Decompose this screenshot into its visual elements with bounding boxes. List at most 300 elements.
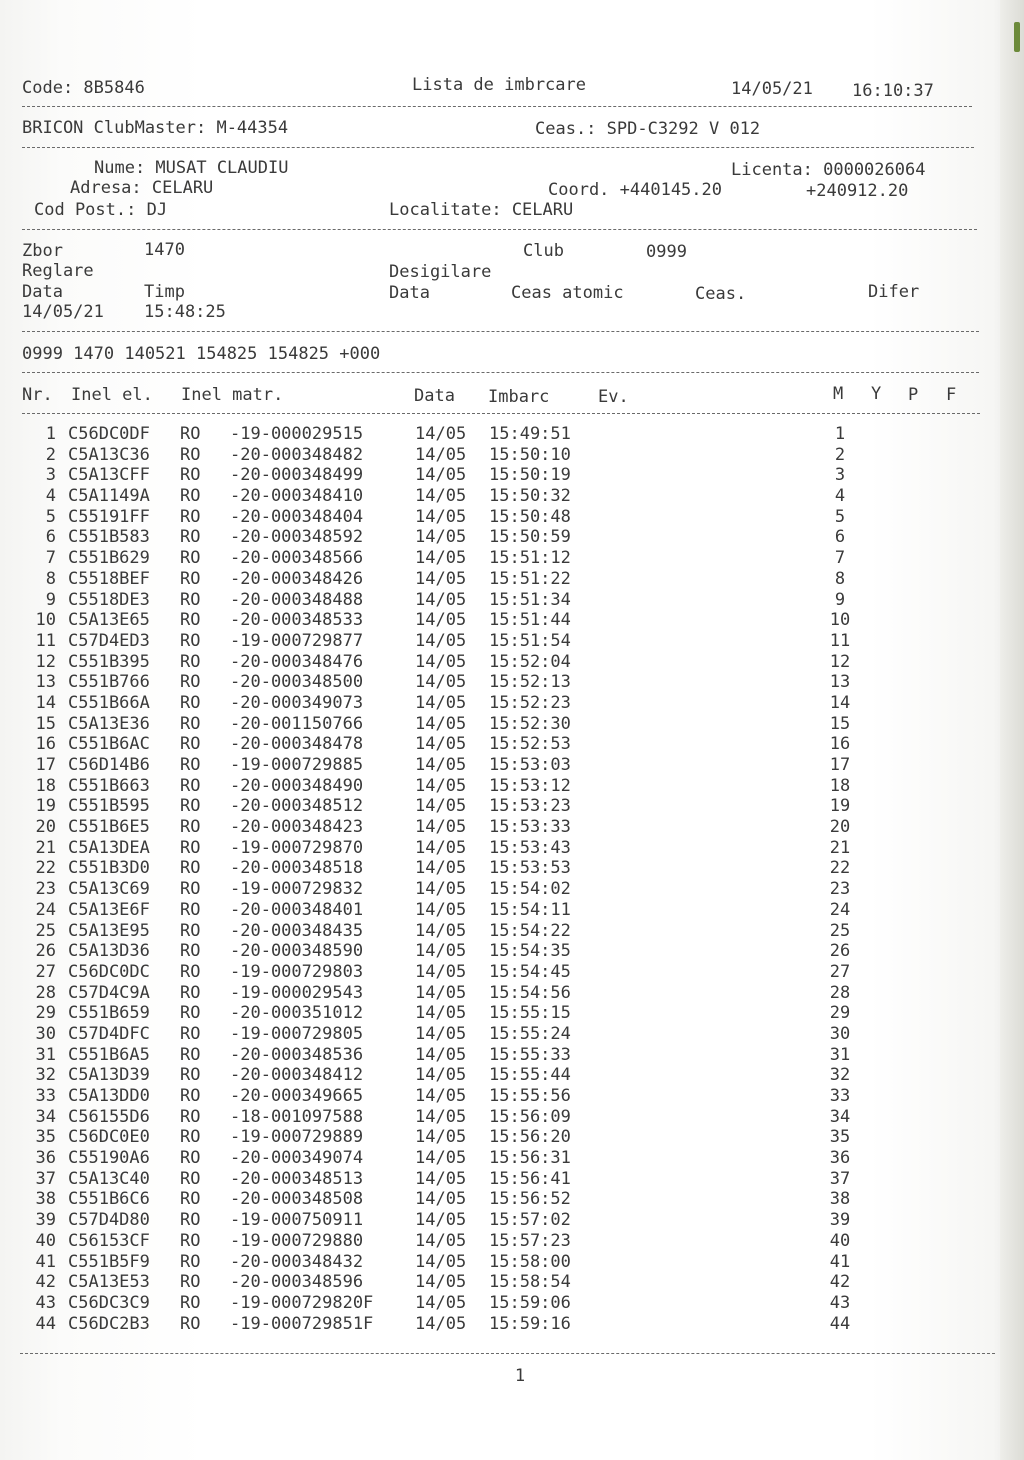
ring-number: -20-000348404 [230, 506, 364, 527]
basketing-time: 15:54:22 [489, 920, 571, 941]
country-code: RO [180, 506, 201, 527]
clock-column-label: Ceas. [695, 284, 747, 304]
row-m-value: 21 [829, 837, 851, 858]
row-number: 5 [45, 506, 56, 527]
table-row [0, 983, 1000, 1004]
page-edge-mark [1014, 22, 1020, 52]
ring-number: -20-000348426 [230, 568, 364, 589]
ring-number: -20-000348512 [230, 796, 364, 817]
ring-number: -19-000729870 [230, 837, 364, 858]
electronic-ring: C5518BEF [68, 568, 150, 589]
basketing-date: 14/05 [415, 1148, 467, 1169]
basketing-time: 15:51:44 [489, 610, 571, 631]
table-row [0, 1272, 1000, 1293]
row-number: 26 [35, 941, 56, 962]
country-code: RO [180, 858, 201, 879]
row-m-value: 18 [829, 775, 851, 796]
ring-number: -20-000348536 [230, 1044, 364, 1065]
basketing-time: 15:56:31 [489, 1148, 571, 1169]
ring-number: -20-000349665 [230, 1086, 364, 1106]
basketing-time: 15:59:16 [489, 1313, 571, 1334]
electronic-ring: C5A13E6F [68, 899, 150, 920]
row-number: 19 [35, 796, 56, 817]
table-row [0, 921, 1000, 942]
row-m-value: 33 [829, 1086, 851, 1106]
basketing-time: 15:55:24 [489, 1023, 571, 1044]
country-code: RO [180, 1189, 201, 1210]
electronic-ring: C5A13C69 [68, 879, 150, 900]
row-number: 34 [35, 1106, 56, 1127]
country-code: RO [180, 568, 201, 589]
table-row [0, 610, 1000, 631]
basketing-date: 14/05 [415, 548, 467, 569]
divider [22, 229, 977, 230]
basketing-time: 15:52:23 [489, 692, 571, 713]
ring-number: -20-000348566 [230, 548, 364, 569]
country-code: RO [180, 1127, 201, 1148]
row-number: 35 [35, 1127, 56, 1148]
basketing-date: 14/05 [415, 1251, 467, 1272]
row-number: 38 [35, 1189, 56, 1210]
row-m-value: 14 [829, 692, 851, 713]
country-code: RO [180, 920, 201, 941]
basketing-date: 14/05 [415, 713, 467, 734]
license-number: Licenta: 0000026064 [731, 160, 926, 180]
basketing-time: 15:51:12 [489, 548, 571, 569]
row-m-value: 2 [834, 444, 846, 465]
table-row [0, 548, 1000, 569]
row-m-value: 8 [834, 568, 846, 589]
basketing-date: 14/05 [415, 796, 467, 817]
reglare-label: Reglare [22, 261, 94, 281]
electronic-ring: C56155D6 [68, 1106, 150, 1127]
basketing-date: 14/05 [415, 1272, 467, 1293]
table-row [0, 838, 1000, 859]
electronic-ring: C551B66A [68, 692, 150, 713]
basketing-time: 15:50:10 [489, 444, 571, 465]
basketing-date: 14/05 [415, 527, 467, 548]
electronic-ring: C55190A6 [68, 1148, 150, 1169]
basketing-date: 14/05 [415, 506, 467, 527]
table-row [0, 1189, 1000, 1210]
setting-time: 15:48:25 [144, 302, 226, 322]
row-m-value: 13 [829, 672, 851, 693]
row-m-value: 39 [829, 1210, 851, 1231]
basketing-time: 15:59:06 [489, 1292, 571, 1313]
row-number: 23 [35, 879, 56, 900]
electronic-ring: C551B6AC [68, 734, 150, 755]
divider [22, 372, 979, 373]
row-number: 20 [35, 817, 56, 838]
table-row [0, 693, 1000, 714]
table-row [0, 507, 1000, 528]
basketing-date: 14/05 [415, 1086, 467, 1106]
row-m-value: 38 [829, 1189, 851, 1210]
electronic-ring: C5A13E95 [68, 920, 150, 941]
table-row [0, 1003, 1000, 1024]
electronic-ring: C551B5F9 [68, 1251, 150, 1272]
basketing-date: 14/05 [415, 568, 467, 589]
row-number: 40 [35, 1230, 56, 1251]
electronic-ring: C5A13C40 [68, 1168, 150, 1189]
row-m-value: 43 [829, 1292, 851, 1313]
electronic-ring: C56DC2B3 [68, 1313, 150, 1334]
table-row [0, 569, 1000, 590]
row-number: 21 [35, 837, 56, 858]
ring-number: -19-000029543 [230, 982, 364, 1003]
table-row [0, 1293, 1000, 1314]
row-number: 10 [35, 610, 56, 631]
ring-number: -19-000729885 [230, 755, 364, 775]
basketing-date: 14/05 [415, 899, 467, 920]
ring-number: -20-000351012 [230, 1003, 364, 1024]
basketing-time: 15:53:53 [489, 858, 571, 879]
row-number: 16 [35, 734, 56, 755]
country-code: RO [180, 1086, 201, 1106]
table-row [0, 1024, 1000, 1045]
basketing-time: 15:57:23 [489, 1230, 571, 1251]
row-number: 42 [35, 1272, 56, 1293]
col-data: Data [414, 386, 455, 406]
row-number: 12 [35, 651, 56, 672]
basketing-date: 14/05 [415, 424, 467, 444]
country-code: RO [180, 1230, 201, 1251]
electronic-ring: C551B766 [68, 672, 150, 693]
basketing-date: 14/05 [415, 734, 467, 755]
ring-number: -20-000348499 [230, 465, 364, 486]
electronic-ring: C5A1149A [68, 486, 150, 507]
basketing-date: 14/05 [415, 755, 467, 775]
page-edge [1000, 0, 1024, 1460]
row-m-value: 28 [829, 982, 851, 1003]
basketing-time: 15:56:09 [489, 1106, 571, 1127]
row-number: 25 [35, 920, 56, 941]
electronic-ring: C57D4ED3 [68, 630, 150, 651]
row-m-value: 40 [829, 1230, 851, 1251]
basketing-date: 14/05 [415, 465, 467, 486]
electronic-ring: C551B629 [68, 548, 150, 569]
basketing-date: 14/05 [415, 444, 467, 465]
row-m-value: 5 [834, 506, 846, 527]
ring-number: -19-000729877 [230, 630, 364, 651]
country-code: RO [180, 899, 201, 920]
row-number: 24 [35, 899, 56, 920]
basketing-time: 15:53:43 [489, 837, 571, 858]
locality: Localitate: CELARU [389, 200, 574, 220]
basketing-date: 14/05 [415, 1003, 467, 1024]
row-m-value: 30 [829, 1023, 851, 1044]
ring-number: -19-000729832 [230, 879, 364, 900]
electronic-ring: C56D14B6 [68, 755, 150, 775]
postal-code: Cod Post.: DJ [34, 200, 168, 220]
row-number: 14 [35, 692, 56, 713]
basketing-time: 15:53:12 [489, 775, 571, 796]
basketing-date: 14/05 [415, 1044, 467, 1065]
row-m-value: 11 [829, 630, 851, 651]
table-row [0, 445, 1000, 466]
basketing-time: 15:50:19 [489, 465, 571, 486]
basketing-date: 14/05 [415, 858, 467, 879]
table-row [0, 858, 1000, 879]
basketing-time: 15:55:44 [489, 1065, 571, 1086]
basketing-time: 15:51:34 [489, 589, 571, 610]
basketing-time: 15:51:54 [489, 630, 571, 651]
table-row [0, 1127, 1000, 1148]
divider [22, 106, 972, 107]
basketing-date: 14/05 [415, 941, 467, 962]
country-code: RO [180, 961, 201, 982]
basketing-date: 14/05 [415, 920, 467, 941]
table-row [0, 817, 1000, 838]
flight-label: Zbor [22, 241, 63, 261]
country-code: RO [180, 1148, 201, 1169]
ring-number: -20-000348478 [230, 734, 364, 755]
clubmaster-label: BRICON ClubMaster: M-44354 [22, 118, 289, 138]
print-time: 16:10:37 [852, 81, 934, 101]
col-inel-matr: Inel matr. [181, 385, 284, 405]
table-row [0, 962, 1000, 983]
table-row [0, 652, 1000, 673]
electronic-ring: C5A13CFF [68, 465, 150, 486]
row-m-value: 34 [829, 1106, 851, 1127]
desigilare-label: Desigilare [389, 262, 492, 282]
electronic-ring: C56DC0DF [68, 424, 150, 444]
row-number: 8 [45, 568, 56, 589]
ring-number: -20-000348590 [230, 941, 364, 962]
row-number: 13 [35, 672, 56, 693]
row-number: 11 [35, 630, 56, 651]
row-m-value: 37 [829, 1168, 851, 1189]
basketing-time: 15:56:52 [489, 1189, 571, 1210]
ring-number: -20-000348432 [230, 1251, 364, 1272]
table-row [0, 486, 1000, 507]
row-number: 37 [35, 1168, 56, 1189]
country-code: RO [180, 734, 201, 755]
country-code: RO [180, 1313, 201, 1334]
country-code: RO [180, 837, 201, 858]
country-code: RO [180, 1168, 201, 1189]
basketing-time: 15:54:56 [489, 982, 571, 1003]
basketing-date: 14/05 [415, 589, 467, 610]
row-m-value: 7 [834, 548, 846, 569]
table-row [0, 1231, 1000, 1252]
electronic-ring: C551B6C6 [68, 1189, 150, 1210]
electronic-ring: C56153CF [68, 1230, 150, 1251]
difference-label: Difer [868, 282, 920, 302]
electronic-ring: C551B583 [68, 527, 150, 548]
country-code: RO [180, 444, 201, 465]
coordinates-lon: +240912.20 [806, 181, 909, 201]
basketing-time: 15:54:45 [489, 961, 571, 982]
electronic-ring: C5A13D36 [68, 941, 150, 962]
ring-number: -20-000348476 [230, 651, 364, 672]
row-number: 1 [45, 424, 56, 444]
divider [22, 413, 980, 414]
row-number: 6 [45, 527, 56, 548]
row-m-value: 12 [829, 651, 851, 672]
electronic-ring: C551B395 [68, 651, 150, 672]
country-code: RO [180, 755, 201, 775]
basketing-time: 15:49:51 [489, 424, 571, 444]
row-m-value: 26 [829, 941, 851, 962]
ring-number: -20-000348401 [230, 899, 364, 920]
electronic-ring: C551B3D0 [68, 858, 150, 879]
print-date: 14/05/21 [731, 79, 813, 99]
table-row [0, 1314, 1000, 1335]
country-code: RO [180, 817, 201, 838]
electronic-ring: C56DC3C9 [68, 1292, 150, 1313]
basketing-time: 15:58:00 [489, 1251, 571, 1272]
electronic-ring: C551B663 [68, 775, 150, 796]
page-number: 1 [514, 1366, 526, 1386]
row-m-value: 16 [829, 734, 851, 755]
basketing-time: 15:52:53 [489, 734, 571, 755]
country-code: RO [180, 1023, 201, 1044]
col-imbarc: Imbarc [488, 387, 550, 407]
row-number: 7 [45, 548, 56, 569]
row-m-value: 27 [829, 961, 851, 982]
basketing-time: 15:52:13 [489, 672, 571, 693]
ring-number: -18-001097588 [230, 1106, 364, 1127]
electronic-ring: C55191FF [68, 506, 150, 527]
row-number: 15 [35, 713, 56, 734]
basketing-time: 15:58:54 [489, 1272, 571, 1293]
col-m: M [833, 384, 844, 404]
table-row [0, 1086, 1000, 1107]
electronic-ring: C57D4C9A [68, 982, 150, 1003]
row-number: 27 [35, 961, 56, 982]
ring-number: -19-000729851F [230, 1313, 374, 1334]
basketing-time: 15:54:35 [489, 941, 571, 962]
basketing-time: 15:56:20 [489, 1127, 571, 1148]
ring-number: -19-000750911 [230, 1210, 364, 1231]
country-code: RO [180, 1106, 201, 1127]
row-number: 4 [45, 486, 56, 507]
row-number: 22 [35, 858, 56, 879]
row-m-value: 25 [829, 920, 851, 941]
table-row [0, 424, 1000, 445]
country-code: RO [180, 1065, 201, 1086]
basketing-date: 14/05 [415, 1023, 467, 1044]
basketing-date: 14/05 [415, 672, 467, 693]
ring-number: -20-000348490 [230, 775, 364, 796]
basketing-time: 15:50:32 [489, 486, 571, 507]
ring-number: -19-000729889 [230, 1127, 364, 1148]
row-m-value: 22 [829, 858, 851, 879]
row-m-value: 24 [829, 899, 851, 920]
country-code: RO [180, 941, 201, 962]
electronic-ring: C5A13E53 [68, 1272, 150, 1293]
basketing-time: 15:53:23 [489, 796, 571, 817]
row-m-value: 35 [829, 1127, 851, 1148]
row-number: 31 [35, 1044, 56, 1065]
basketing-time: 15:55:56 [489, 1086, 571, 1106]
divider [22, 147, 974, 148]
club-number: 0999 [646, 242, 687, 262]
col-nr: Nr. [22, 385, 53, 405]
basketing-date: 14/05 [415, 1189, 467, 1210]
table-row [0, 672, 1000, 693]
basketing-time: 15:50:59 [489, 527, 571, 548]
table-row [0, 465, 1000, 486]
basketing-date: 14/05 [415, 630, 467, 651]
basketing-date: 14/05 [415, 1168, 467, 1189]
basketing-time: 15:52:30 [489, 713, 571, 734]
basketing-date: 14/05 [415, 1065, 467, 1086]
country-code: RO [180, 713, 201, 734]
basketing-date: 14/05 [415, 879, 467, 900]
row-m-value: 17 [829, 755, 851, 775]
country-code: RO [180, 1251, 201, 1272]
basketing-date: 14/05 [415, 837, 467, 858]
table-row [0, 1210, 1000, 1231]
basketing-time: 15:55:15 [489, 1003, 571, 1024]
ring-number: -20-000348500 [230, 672, 364, 693]
electronic-ring: C551B6A5 [68, 1044, 150, 1065]
row-m-value: 42 [829, 1272, 851, 1293]
row-m-value: 44 [829, 1313, 851, 1334]
ring-number: -19-000029515 [230, 424, 364, 444]
flight-number: 1470 [144, 240, 185, 260]
country-code: RO [180, 424, 201, 444]
table-row [0, 1148, 1000, 1169]
electronic-ring: C5A13E65 [68, 610, 150, 631]
ring-number: -20-000348488 [230, 589, 364, 610]
electronic-ring: C5A13DD0 [68, 1086, 150, 1106]
basketing-date: 14/05 [415, 961, 467, 982]
country-code: RO [180, 879, 201, 900]
table-row [0, 900, 1000, 921]
row-m-value: 31 [829, 1044, 851, 1065]
row-m-value: 4 [834, 486, 846, 507]
table-row [0, 714, 1000, 735]
row-number: 33 [35, 1086, 56, 1106]
basketing-date: 14/05 [415, 1106, 467, 1127]
row-m-value: 29 [829, 1003, 851, 1024]
club-label: Club [523, 241, 564, 261]
basketing-time: 15:56:41 [489, 1168, 571, 1189]
country-code: RO [180, 796, 201, 817]
row-m-value: 36 [829, 1148, 851, 1169]
ring-number: -20-000348592 [230, 527, 364, 548]
ring-number: -20-000348412 [230, 1065, 364, 1086]
row-number: 36 [35, 1148, 56, 1169]
table-row [0, 776, 1000, 797]
table-row [0, 796, 1000, 817]
country-code: RO [180, 527, 201, 548]
ring-number: -20-000348435 [230, 920, 364, 941]
electronic-ring: C551B6E5 [68, 817, 150, 838]
table-row [0, 1169, 1000, 1190]
ring-number: -19-000729805 [230, 1023, 364, 1044]
basketing-time: 15:53:33 [489, 817, 571, 838]
basketing-time: 15:51:22 [489, 568, 571, 589]
col-ev: Ev. [598, 387, 629, 407]
basketing-date: 14/05 [415, 1313, 467, 1334]
country-code: RO [180, 1292, 201, 1313]
col-inel-el: Inel el. [71, 385, 153, 405]
basketing-date: 14/05 [415, 486, 467, 507]
basketing-date: 14/05 [415, 1230, 467, 1251]
row-number: 2 [45, 444, 56, 465]
ring-number: -19-000729880 [230, 1230, 364, 1251]
document-title: Lista de imbrcare [412, 75, 586, 95]
row-m-value: 6 [834, 527, 846, 548]
electronic-ring: C57D4DFC [68, 1023, 150, 1044]
country-code: RO [180, 630, 201, 651]
table-row [0, 1045, 1000, 1066]
basketing-date: 14/05 [415, 775, 467, 796]
